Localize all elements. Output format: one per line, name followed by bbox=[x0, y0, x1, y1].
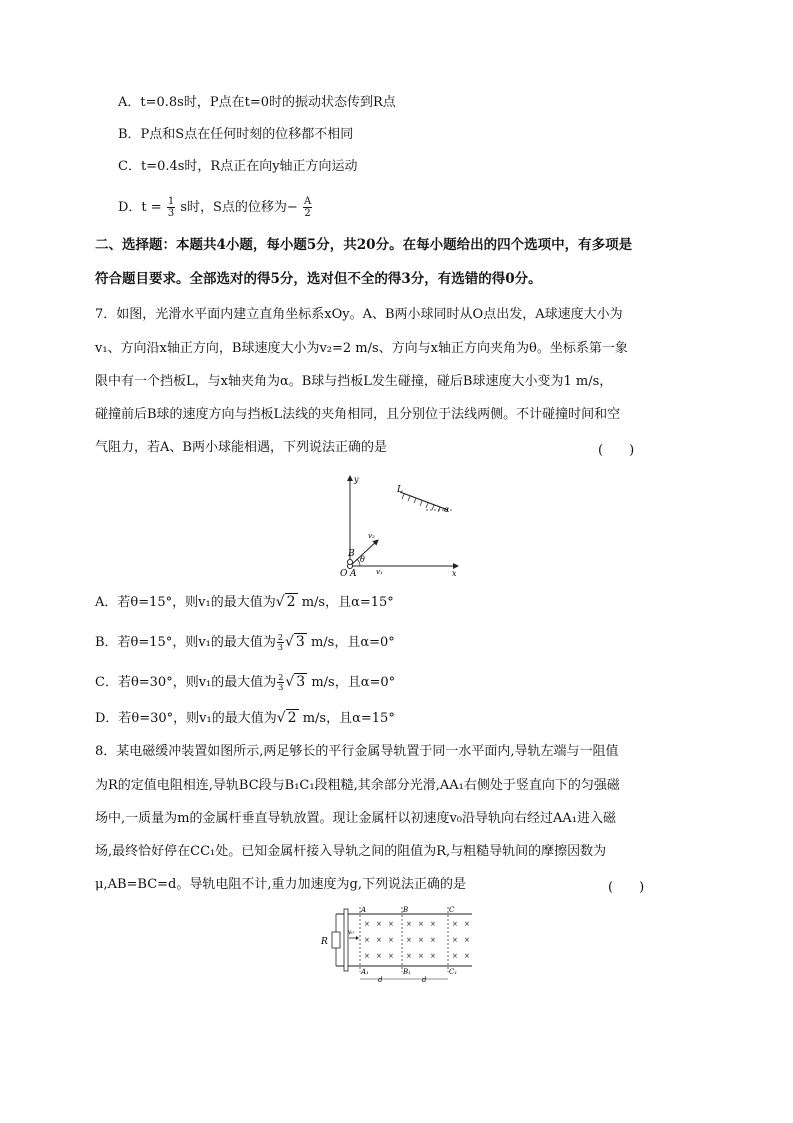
magnetic-field-crosses bbox=[364, 920, 470, 960]
svg-text:×: × bbox=[364, 920, 370, 928]
svg-text:×: × bbox=[376, 920, 382, 928]
label-theta: θ bbox=[360, 555, 365, 564]
q7-option-d-text: D．若θ=30°，则v₁的最大值为 bbox=[95, 711, 277, 726]
q7-option-c-unit: m/s，且α=0° bbox=[307, 675, 396, 690]
frac-den: 3 bbox=[278, 683, 284, 692]
label-v0: v₀ bbox=[348, 929, 354, 936]
sqrt-symbol: √ 2 bbox=[275, 594, 296, 610]
label-d2: d bbox=[422, 976, 427, 982]
q7-option-c bbox=[95, 673, 395, 692]
svg-text:×: × bbox=[430, 936, 436, 944]
label-x: x bbox=[452, 569, 457, 578]
frac-num: 1 bbox=[167, 196, 175, 207]
q7-stem-line4: 碰撞前后B球的速度方向与挡板L法线的夹角相同，且分别位于法线两侧。不计碰撞时间和空 bbox=[95, 407, 621, 422]
svg-text:×: × bbox=[452, 952, 458, 960]
frac-num: 2 bbox=[278, 673, 284, 682]
fraction-two-thirds bbox=[277, 633, 284, 652]
label-v1: v₁ bbox=[376, 568, 383, 576]
section2-heading-line2: 符合题目要求。全部选对的得5分，选对但不全的得3分，有选错的得0分。 bbox=[95, 271, 542, 287]
q8-stem-line5: μ,AB=BC=d。导轨电阻不计,重力加速度为g,下列说法正确的是 bbox=[95, 877, 466, 892]
label-l: L bbox=[397, 485, 403, 495]
radicand: 3 bbox=[295, 634, 305, 650]
label-y: y bbox=[354, 475, 359, 484]
q8-stem-line3: 场中,一质量为m的金属杆垂直导轨放置。现让金属杆以初速度v₀沿导轨向右经过AA₁进入磁 bbox=[95, 811, 617, 826]
ball-b bbox=[348, 560, 353, 565]
label-a: A bbox=[361, 906, 367, 914]
q7-option-d bbox=[95, 709, 395, 728]
svg-text:×: × bbox=[406, 920, 412, 928]
svg-text:×: × bbox=[464, 920, 470, 928]
q8-answer-paren: ( ) bbox=[608, 880, 645, 895]
q8-stem-line4: 场,最终恰好停在CC₁处。已知金属杆接入导轨之间的阻值为R,与粗糙导轨间的摩擦因数为 bbox=[95, 844, 607, 859]
fraction-one-third bbox=[167, 196, 175, 219]
radicand: 2 bbox=[286, 594, 296, 610]
q6-option-a: A．t=0.8s时，P点在t=0时的振动状态传到R点 bbox=[118, 95, 396, 110]
sqrt-symbol: √ 2 bbox=[276, 710, 297, 726]
label-alpha: α bbox=[444, 505, 450, 514]
label-b: B bbox=[348, 549, 355, 559]
frac-den: 2 bbox=[304, 208, 311, 219]
svg-text:×: × bbox=[430, 920, 436, 928]
q7-option-a-text: A．若θ=15°，则v₁的最大值为 bbox=[95, 595, 276, 610]
label-r: R bbox=[321, 937, 328, 947]
q7-option-b-unit: m/s，且α=0° bbox=[306, 635, 395, 650]
q7-option-d-unit: m/s，且α=15° bbox=[298, 711, 395, 726]
svg-text:×: × bbox=[406, 936, 412, 944]
q6-option-c: C．t=0.4s时，R点正在向y轴正方向运动 bbox=[118, 159, 358, 174]
frac-num: A bbox=[303, 196, 312, 207]
section2-heading-line1: 二、选择题：本题共4小题，每小题5分，共20分。在每小题给出的四个选项中，有多项是 bbox=[95, 237, 633, 253]
q7-stem-line3: 限中有一个挡板L，与x轴夹角为α。B球与挡板L发生碰撞，碰后B球速度大小变为1 m/s， bbox=[95, 374, 613, 389]
q6-option-d bbox=[118, 196, 313, 219]
label-b1: B₁ bbox=[403, 968, 411, 976]
q7-option-a bbox=[95, 593, 394, 612]
label-o: O bbox=[340, 569, 348, 579]
resistor bbox=[332, 932, 340, 948]
svg-text:×: × bbox=[418, 920, 424, 928]
svg-text:×: × bbox=[452, 920, 458, 928]
svg-text:×: × bbox=[376, 936, 382, 944]
svg-text:×: × bbox=[430, 952, 436, 960]
q7-stem-line2: v₁、方向沿x轴正方向，B球速度大小为v₂=2 m/s、方向与x轴正方向夹角为θ。坐标系第一象 bbox=[95, 341, 628, 356]
radicand: 3 bbox=[296, 674, 306, 690]
q7-stem-line1: 7．如图，光滑水平面内建立直角坐标系xOy。A、B两小球同时从O点出发，A球速度大小为 bbox=[95, 307, 623, 322]
frac-num: 2 bbox=[277, 633, 283, 642]
label-d1: d bbox=[378, 976, 383, 982]
q6-option-b: B．P点和S点在任何时刻的位移都不相同 bbox=[118, 127, 354, 142]
label-c: C bbox=[449, 906, 455, 914]
q7-option-c-text: C．若θ=30°，则v₁的最大值为 bbox=[95, 675, 277, 690]
barrier-hatching bbox=[402, 494, 440, 512]
q7-option-a-unit: m/s，且α=15° bbox=[297, 595, 394, 610]
frac-den: 3 bbox=[277, 643, 283, 652]
svg-text:×: × bbox=[452, 936, 458, 944]
label-v2: v₂ bbox=[368, 532, 375, 540]
svg-text:×: × bbox=[406, 952, 412, 960]
q7-option-b bbox=[95, 633, 395, 652]
q7-stem-line5: 气阻力，若A、B两小球能相遇，下列说法正确的是 bbox=[95, 440, 387, 455]
q7-answer-paren: ( ) bbox=[598, 443, 635, 458]
frac-den: 3 bbox=[167, 208, 175, 219]
svg-text:×: × bbox=[388, 920, 394, 928]
q7-option-b-text: B．若θ=15°，则v₁的最大值为 bbox=[95, 635, 276, 650]
svg-text:×: × bbox=[418, 952, 424, 960]
fraction-a-half bbox=[303, 196, 312, 219]
label-c1: C₁ bbox=[449, 968, 458, 976]
label-a1: A₁ bbox=[361, 968, 369, 976]
label-b: B bbox=[403, 906, 409, 914]
svg-text:×: × bbox=[364, 952, 370, 960]
q6-option-d-prefix: D．t = bbox=[118, 200, 162, 215]
q8-stem-line2: 为R的定值电阻相连,导轨BC段与B₁C₁段粗糙,其余部分光滑,AA₁右侧处于竖直向下的匀强磁 bbox=[95, 778, 620, 793]
svg-text:×: × bbox=[464, 952, 470, 960]
svg-text:×: × bbox=[464, 936, 470, 944]
label-a: A bbox=[350, 569, 357, 579]
q6-option-d-mid: s时，S点的位移为− bbox=[180, 200, 298, 215]
radicand: 2 bbox=[287, 710, 297, 726]
q8-rail-figure bbox=[316, 904, 476, 982]
sqrt-symbol: √ 3 bbox=[285, 674, 306, 690]
barrier-l bbox=[400, 492, 448, 510]
metal-rod bbox=[344, 909, 348, 971]
q8-stem-line1: 8．某电磁缓冲装置如图所示,两足够长的平行金属导轨置于同一水平面内,导轨左端与一阻值 bbox=[95, 744, 619, 759]
q7-coordinate-figure bbox=[330, 470, 470, 580]
svg-text:×: × bbox=[418, 936, 424, 944]
svg-text:×: × bbox=[364, 936, 370, 944]
svg-text:×: × bbox=[376, 952, 382, 960]
svg-text:×: × bbox=[388, 936, 394, 944]
fraction-two-thirds bbox=[277, 673, 284, 692]
sqrt-symbol: √ 3 bbox=[284, 634, 305, 650]
svg-text:×: × bbox=[388, 952, 394, 960]
